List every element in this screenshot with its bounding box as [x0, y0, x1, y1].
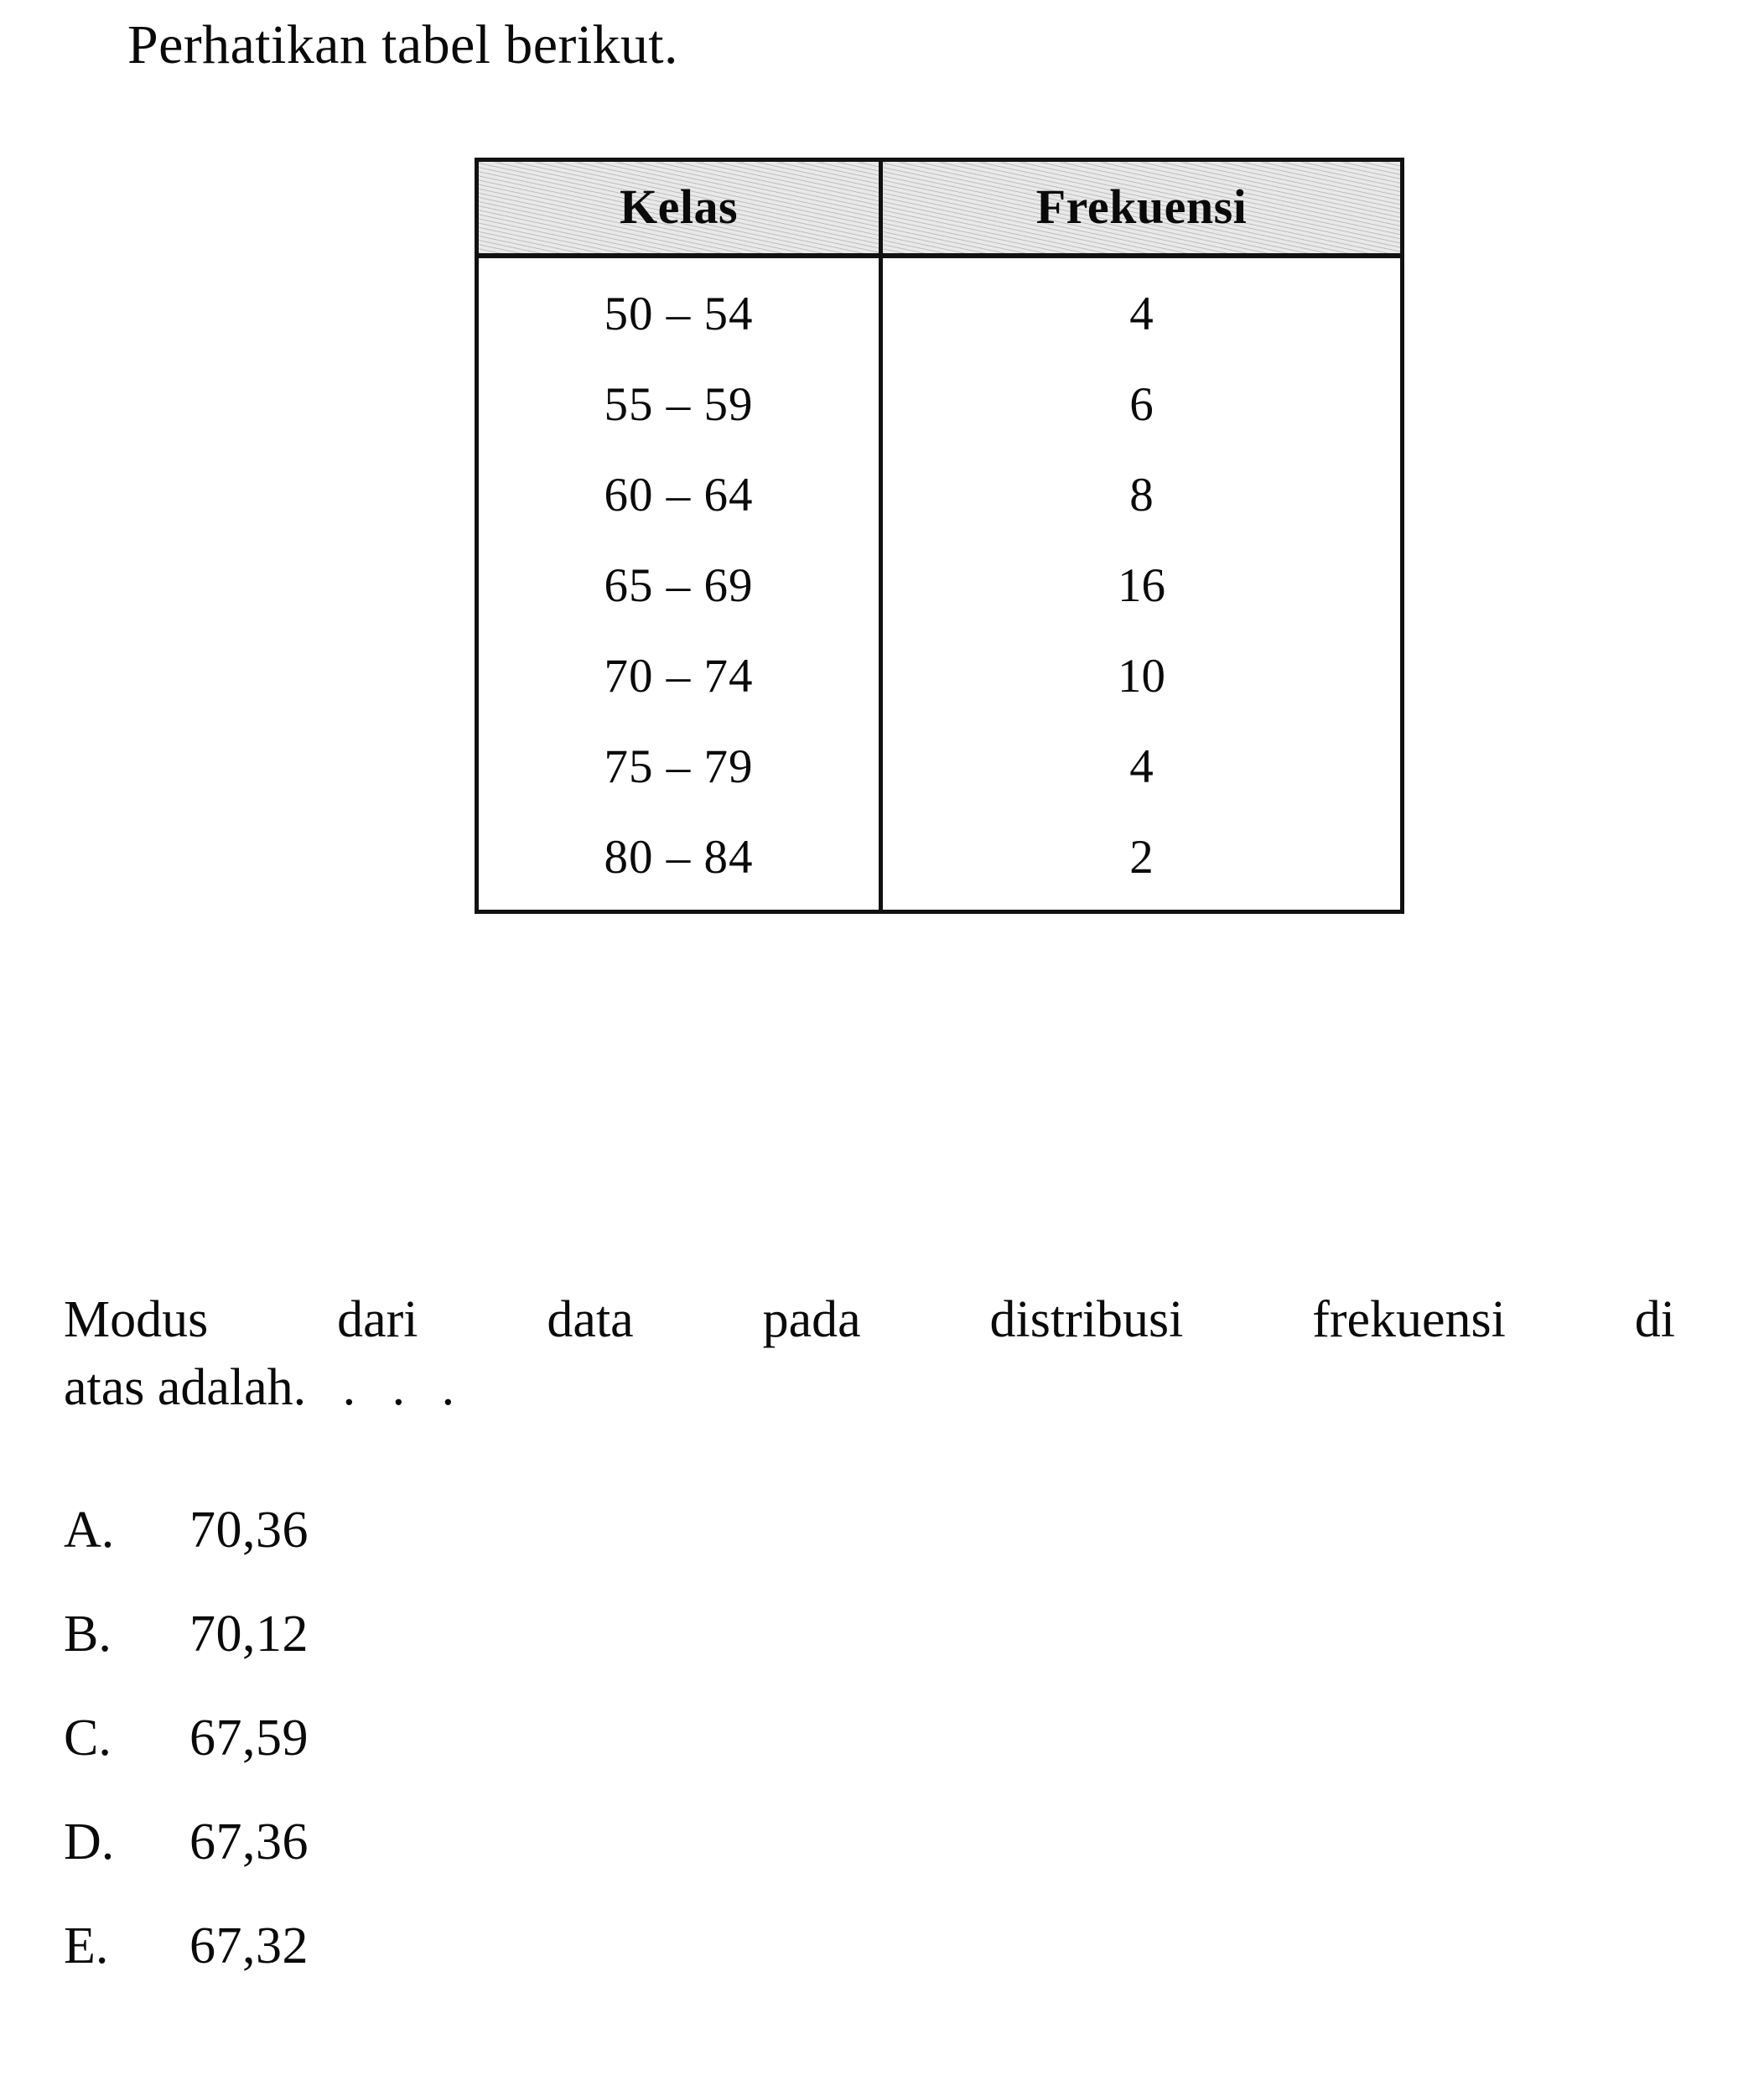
table-body	[477, 256, 1403, 912]
option-value: 67,59	[189, 1710, 309, 1767]
option-value: 67,36	[189, 1813, 309, 1870]
ellipsis: . . . .	[293, 1358, 467, 1416]
answer-option-c[interactable]	[64, 1709, 818, 1813]
cell-kelas: 50 – 54	[477, 256, 881, 360]
table-header	[477, 160, 1403, 257]
table-header-row	[477, 160, 1403, 257]
cell-frekuensi: 8	[881, 450, 1403, 541]
option-letter: C.	[64, 1710, 112, 1767]
cell-kelas: 70 – 74	[477, 631, 881, 722]
option-letter: E.	[64, 1917, 109, 1974]
cell-kelas: 80 – 84	[477, 812, 881, 912]
cell-kelas: 75 – 79	[477, 722, 881, 812]
table-row	[477, 812, 1403, 912]
table-row	[477, 256, 1403, 360]
cell-frekuensi: 4	[881, 722, 1403, 812]
question-line-1: Modus dari data pada distribusi frekuensi di	[64, 1291, 1675, 1348]
cell-kelas: 60 – 64	[477, 450, 881, 541]
column-header-kelas: Kelas	[477, 160, 881, 257]
table-row	[477, 541, 1403, 631]
cell-kelas: 55 – 59	[477, 360, 881, 450]
answer-options-list	[64, 1501, 818, 2021]
option-value: 67,32	[189, 1917, 309, 1974]
answer-option-e[interactable]	[64, 1917, 818, 2021]
cell-frekuensi: 4	[881, 256, 1403, 360]
question-line-2	[64, 1354, 1675, 1422]
option-letter: B.	[64, 1606, 112, 1663]
answer-option-b[interactable]	[64, 1605, 818, 1709]
option-letter: D.	[64, 1813, 115, 1870]
cell-frekuensi: 16	[881, 541, 1403, 631]
cell-frekuensi: 2	[881, 812, 1403, 912]
table-row	[477, 631, 1403, 722]
cell-frekuensi: 10	[881, 631, 1403, 722]
option-letter: A.	[64, 1502, 115, 1559]
column-header-frekuensi: Frekuensi	[881, 160, 1403, 257]
answer-option-a[interactable]	[64, 1501, 818, 1605]
question-line-2-text: atas adalah	[64, 1358, 293, 1416]
option-value: 70,36	[189, 1502, 309, 1559]
cell-frekuensi: 6	[881, 360, 1403, 450]
answer-option-d[interactable]	[64, 1813, 818, 1917]
question-text	[64, 1286, 1675, 1421]
option-value: 70,12	[189, 1606, 309, 1663]
page-title: Perhatikan tabel berikut.	[127, 14, 678, 75]
table-row	[477, 450, 1403, 541]
frequency-table	[475, 158, 1404, 914]
cell-kelas: 65 – 69	[477, 541, 881, 631]
table-row	[477, 722, 1403, 812]
frequency-table-container	[475, 158, 1400, 914]
table-row	[477, 360, 1403, 450]
